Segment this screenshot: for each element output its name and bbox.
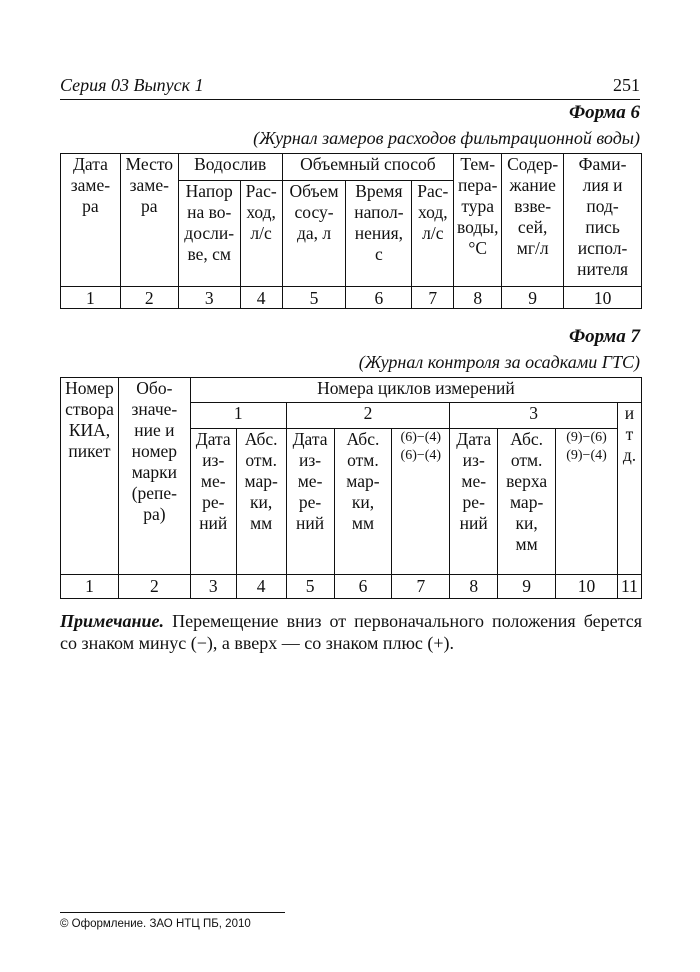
form7-header-station: Номер створа КИА, пикет <box>61 378 119 575</box>
form6-header-fill-time: Время напол- нения, с <box>346 181 412 287</box>
form6-header-weir-head: Напор на во- досли- ве, см <box>178 181 240 287</box>
form7-title: Форма 7 <box>569 326 640 347</box>
note-text: Перемещение вниз от первоначального положения берется со знаком минус (−), а вверх — со знаком плюс (+). <box>60 611 642 653</box>
column-number: 10 <box>556 574 618 598</box>
column-number: 1 <box>61 574 119 598</box>
note-label: Примечание. <box>60 611 165 631</box>
footer-divider <box>60 912 285 913</box>
form6-table <box>60 153 642 309</box>
footer-copyright: © Оформление. ЗАО НТЦ ПБ, 2010 <box>60 918 251 930</box>
column-number: 4 <box>240 287 282 309</box>
column-number: 2 <box>118 574 190 598</box>
column-number: 5 <box>286 574 334 598</box>
page-number: 251 <box>613 75 640 95</box>
form7-header-designation: Обо- значе- ние и номер марки (репе- ра) <box>118 378 190 575</box>
form7-table <box>60 377 642 599</box>
form6-header-vessel-volume: Объем сосу- да, л <box>282 181 346 287</box>
form7-header-cycle-2: 2 <box>286 403 450 428</box>
column-number: 2 <box>120 287 178 309</box>
form6-subtitle: (Журнал замеров расходов фильтрационной воды) <box>253 128 640 148</box>
form7-header-date-1: Дата из- ме- ре- ний <box>190 428 236 574</box>
column-number: 6 <box>334 574 392 598</box>
column-number: 3 <box>190 574 236 598</box>
column-number: 10 <box>564 287 642 309</box>
column-number: 9 <box>498 574 556 598</box>
form7-header-abs-3: Абс. отм. верха мар- ки, мм <box>498 428 556 574</box>
column-number: 8 <box>454 287 502 309</box>
column-number: 3 <box>178 287 240 309</box>
form6-header-signature: Фами- лия и под- пись испол- нителя <box>564 154 642 287</box>
form6-header-weir-flow: Рас- ход, л/с <box>240 181 282 287</box>
column-number: 5 <box>282 287 346 309</box>
column-number: 6 <box>346 287 412 309</box>
form7-header-date-3: Дата из- ме- ре- ний <box>450 428 498 574</box>
form6-header-temperature: Тем- пера- тура воды, °С <box>454 154 502 287</box>
form7-header-diff-2: (6)−(4) (6)−(4) <box>392 428 450 574</box>
form7-header-diff-3: (9)−(6) (9)−(4) <box>556 428 618 574</box>
column-number: 9 <box>502 287 564 309</box>
form7-header-abs-2: Абс. отм. мар- ки, мм <box>334 428 392 574</box>
form7-header-abs-1: Абс. отм. мар- ки, мм <box>236 428 286 574</box>
note-paragraph <box>60 610 642 654</box>
form7-number-row <box>61 574 642 598</box>
form6-header-weir: Водослив <box>178 154 282 181</box>
header-divider <box>60 99 640 100</box>
form6-header-place: Место заме- ра <box>120 154 178 287</box>
form7-header-cycle-1: 1 <box>190 403 286 428</box>
form6-number-row <box>61 287 642 309</box>
form7-header-cycles: Номера циклов измерений <box>190 378 641 403</box>
form6-header-volumetric: Объемный способ <box>282 154 454 181</box>
column-number: 1 <box>61 287 121 309</box>
form6-header-vol-flow: Рас- ход, л/с <box>412 181 454 287</box>
column-number: 8 <box>450 574 498 598</box>
series-label: Серия 03 Выпуск 1 <box>60 75 204 95</box>
column-number: 7 <box>412 287 454 309</box>
form7-header-date-2: Дата из- ме- ре- ний <box>286 428 334 574</box>
form6-title: Форма 6 <box>569 102 640 123</box>
column-number: 4 <box>236 574 286 598</box>
form7-subtitle: (Журнал контроля за осадками ГТС) <box>358 352 640 372</box>
form7-header-etc: и т д. <box>617 403 641 574</box>
column-number: 11 <box>617 574 641 598</box>
form7-header-cycle-3: 3 <box>450 403 618 428</box>
form6-header-suspended: Содер- жание взве- сей, мг/л <box>502 154 564 287</box>
form6-header-date: Дата заме- ра <box>61 154 121 287</box>
column-number: 7 <box>392 574 450 598</box>
